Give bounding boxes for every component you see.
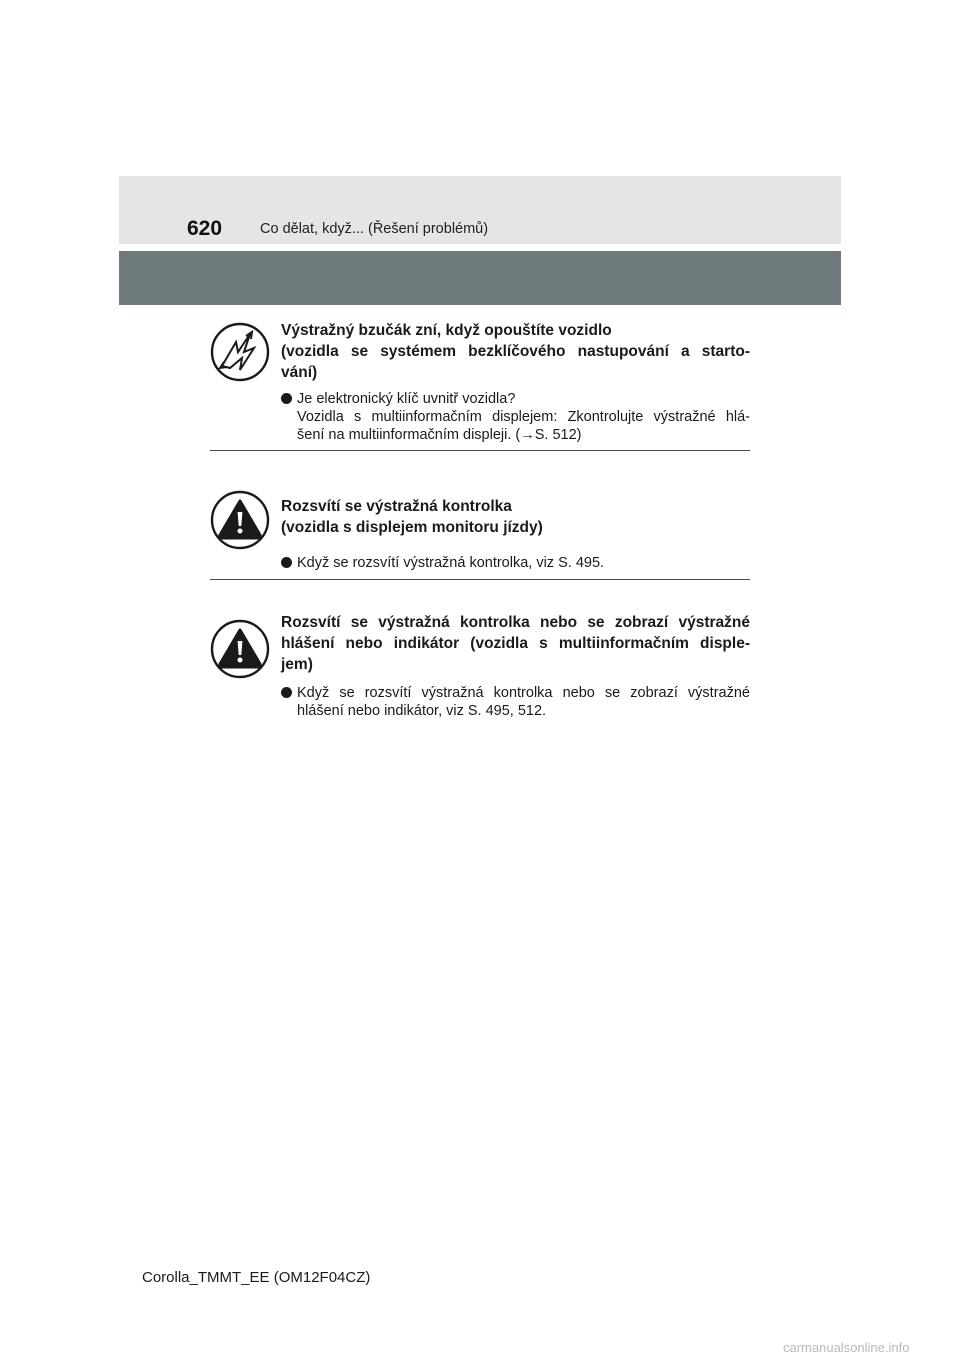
bullet-dot-icon [281,557,292,568]
bullet-line: Když se rozsvítí výstražná kontrolka, viz S. 495. [297,555,605,571]
section-warning-buzzer [210,320,750,451]
bullet-item [281,390,750,444]
section-warning-light-multi-info [210,612,750,722]
heading-line: jem) [281,656,313,673]
bullet-item [281,554,750,572]
bullet-line: hlášení nebo indikátor, viz S. 495, 512. [297,703,547,719]
heading-line: Rozsvítí se výstražná kontrolka nebo se zobrazí výstražné [281,614,750,631]
heading-line: Rozsvítí se výstražná kontrolka [281,498,512,515]
section-heading [281,320,750,383]
heading-line: hlášení nebo indikátor (vozidla s multiinformačním disple- [281,635,750,652]
heading-line: (vozidla se systémem bezklíčového nastupování a starto- [281,343,750,360]
lightning-warning-icon [210,322,270,382]
bullet-line: Je elektronický klíč uvnitř vozidla? [297,391,516,407]
watermark: carmanualsonline.info [783,1340,910,1355]
section-heading [281,496,750,538]
bullet-line: Vozidla s multiinformačním displejem: Zkontrolujte výstražné hlá- [297,409,750,425]
heading-line: (vozidla s displejem monitoru jízdy) [281,519,543,536]
bullet-line: šení na multiinformačním displeji. (→S. 512) [297,427,582,443]
bullet-dot-icon [281,687,292,698]
section-heading [281,612,750,675]
section-warning-light-drive-monitor [210,490,750,580]
section-title-bar [119,251,841,305]
document-id: Corolla_TMMT_EE (OM12F04CZ) [142,1269,371,1286]
heading-line: vání) [281,364,318,381]
bullet-dot-icon [281,393,292,404]
heading-line: Výstražný bzučák zní, když opouštíte vozidlo [281,322,612,339]
exclamation-triangle-icon [210,619,270,679]
bullet-item [281,684,750,720]
bullet-line: Když se rozsvítí výstražná kontrolka nebo se zobrazí výstražné [297,685,750,701]
chapter-title: Co dělat, když... (Řešení problémů) [260,221,489,237]
exclamation-triangle-icon [210,490,270,550]
page-number: 620 [187,217,223,240]
